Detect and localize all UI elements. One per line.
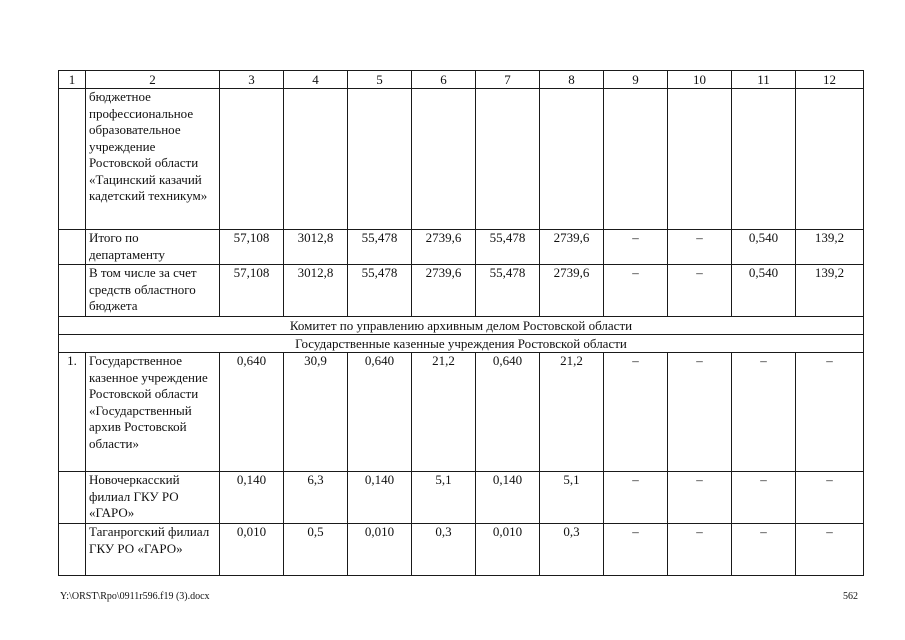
table-cell <box>348 89 412 230</box>
column-number: 12 <box>796 71 864 89</box>
table-cell: 0,5 <box>284 524 348 576</box>
table-row <box>59 524 864 576</box>
table-cell: – <box>668 353 732 472</box>
institution-name: бюджетное профессиональное образовательное учреждение Ростовской области «Тацинский казачий кадетский техникум» <box>86 89 220 230</box>
table-cell: 21,2 <box>540 353 604 472</box>
table-cell: – <box>732 472 796 524</box>
table-cell: 5,1 <box>540 472 604 524</box>
table-cell <box>284 89 348 230</box>
table-cell: 139,2 <box>796 265 864 317</box>
table-cell: 2739,6 <box>540 265 604 317</box>
row-index <box>59 472 86 524</box>
table-cell: – <box>604 353 668 472</box>
table-cell: 55,478 <box>476 230 540 265</box>
table-cell: 0,010 <box>476 524 540 576</box>
page-number: 562 <box>843 591 858 602</box>
table-cell: 6,3 <box>284 472 348 524</box>
row-index <box>59 89 86 230</box>
table-cell: 3012,8 <box>284 230 348 265</box>
institution-name: Новочеркасский филиал ГКУ РО «ГАРО» <box>86 472 220 524</box>
column-number: 6 <box>412 71 476 89</box>
footer-file-path: Y:\ORST\Rpo\0911r596.f19 (3).docx <box>60 591 210 602</box>
table-cell: 0,540 <box>732 265 796 317</box>
table-cell <box>220 89 284 230</box>
section-title-committee: Комитет по управлению архивным делом Ростовской области <box>59 317 864 335</box>
table-cell: 0,010 <box>220 524 284 576</box>
row-index <box>59 524 86 576</box>
header-row <box>59 71 864 89</box>
table-row <box>59 89 864 230</box>
table-cell: – <box>668 230 732 265</box>
table-cell: 21,2 <box>412 353 476 472</box>
table-row <box>59 472 864 524</box>
table-cell: 55,478 <box>348 265 412 317</box>
column-number: 1 <box>59 71 86 89</box>
table-cell <box>604 89 668 230</box>
table-cell: 57,108 <box>220 230 284 265</box>
section-header-row <box>59 335 864 353</box>
table-cell: 139,2 <box>796 230 864 265</box>
table-cell: 2739,6 <box>540 230 604 265</box>
institution-name: Таганрогский филиал ГКУ РО «ГАРО» <box>86 524 220 576</box>
table-cell: – <box>796 524 864 576</box>
table-row <box>59 353 864 472</box>
table-cell: 2739,6 <box>412 230 476 265</box>
table-cell <box>476 89 540 230</box>
row-index: 1. <box>59 353 86 472</box>
table-cell: 0,640 <box>220 353 284 472</box>
institution-name: Государственное казенное учреждение Ростовской области «Государственный архив Ростовской области» <box>86 353 220 472</box>
table-cell <box>732 89 796 230</box>
table-cell: 30,9 <box>284 353 348 472</box>
table-cell: 2739,6 <box>412 265 476 317</box>
table-cell: 0,3 <box>412 524 476 576</box>
table-cell: – <box>796 472 864 524</box>
table-cell <box>668 89 732 230</box>
table-cell: 55,478 <box>348 230 412 265</box>
table-cell: 0,010 <box>348 524 412 576</box>
table-row <box>59 230 864 265</box>
column-number: 11 <box>732 71 796 89</box>
section-header-row <box>59 317 864 335</box>
column-number: 3 <box>220 71 284 89</box>
table-cell: – <box>732 353 796 472</box>
table-cell <box>796 89 864 230</box>
table-cell: 0,140 <box>476 472 540 524</box>
column-number: 8 <box>540 71 604 89</box>
table-cell: – <box>668 265 732 317</box>
table-cell: – <box>796 353 864 472</box>
table-cell: – <box>668 472 732 524</box>
table-cell: – <box>604 230 668 265</box>
table-cell: 3012,8 <box>284 265 348 317</box>
column-number: 7 <box>476 71 540 89</box>
column-number: 10 <box>668 71 732 89</box>
table-cell: 57,108 <box>220 265 284 317</box>
column-number: 4 <box>284 71 348 89</box>
row-index <box>59 230 86 265</box>
row-label: Итого по департаменту <box>86 230 220 265</box>
table-cell: 0,540 <box>732 230 796 265</box>
column-number: 9 <box>604 71 668 89</box>
table-cell: 0,3 <box>540 524 604 576</box>
row-index <box>59 265 86 317</box>
table-cell: – <box>604 265 668 317</box>
column-number: 5 <box>348 71 412 89</box>
table-cell: 0,140 <box>220 472 284 524</box>
table-cell: 55,478 <box>476 265 540 317</box>
table-cell: – <box>604 524 668 576</box>
data-table <box>58 70 864 576</box>
table-cell: – <box>732 524 796 576</box>
table-cell: 0,640 <box>476 353 540 472</box>
table-cell: 0,140 <box>348 472 412 524</box>
row-label: В том числе за счет средств областного бюджета <box>86 265 220 317</box>
section-title-institutions: Государственные казенные учреждения Ростовской области <box>59 335 864 353</box>
table-cell <box>540 89 604 230</box>
table-cell: – <box>604 472 668 524</box>
table-cell: – <box>668 524 732 576</box>
table-cell <box>412 89 476 230</box>
table-row <box>59 265 864 317</box>
table-cell: 0,640 <box>348 353 412 472</box>
column-number: 2 <box>86 71 220 89</box>
table-cell: 5,1 <box>412 472 476 524</box>
